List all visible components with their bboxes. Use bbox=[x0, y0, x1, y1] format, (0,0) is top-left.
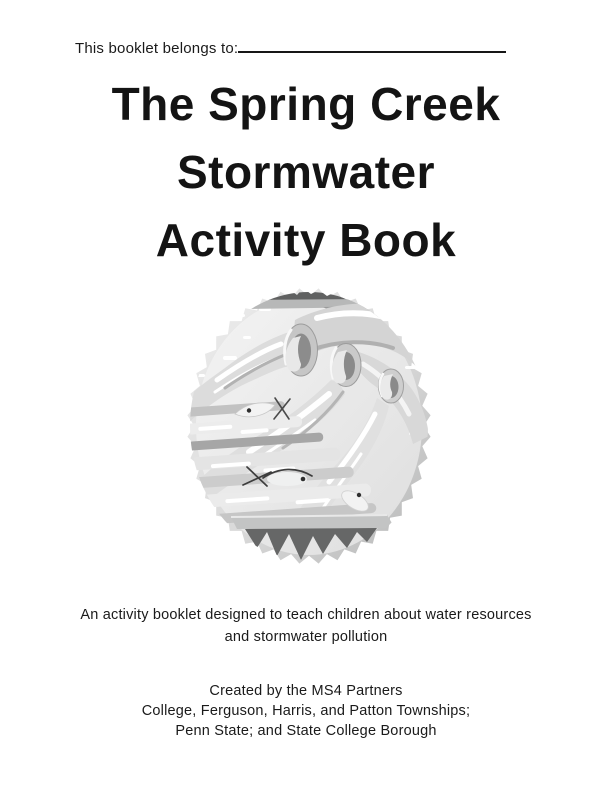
page-title-line-3: Activity Book bbox=[155, 214, 457, 266]
subtitle-line-1: An activity booklet designed to teach children about water resources bbox=[80, 607, 532, 623]
credits-line-2: College, Ferguson, Harris, and Patton Townships; bbox=[141, 703, 471, 719]
belongs-label: This booklet belongs to: bbox=[75, 40, 239, 57]
page-title-line-1: The Spring Creek bbox=[111, 78, 501, 130]
credits-line-1: Created by the MS4 Partners bbox=[209, 683, 403, 699]
belongs-row bbox=[75, 38, 506, 57]
subtitle-line-2: and stormwater pollution bbox=[224, 629, 388, 645]
page-title bbox=[0, 70, 612, 274]
page-title-line-2: Stormwater bbox=[176, 146, 436, 198]
stormwater-illustration bbox=[183, 286, 435, 568]
credits-line-3: Penn State; and State College Borough bbox=[175, 723, 437, 739]
name-blank-line bbox=[238, 38, 506, 53]
subtitle bbox=[0, 604, 612, 648]
credits bbox=[0, 681, 612, 741]
